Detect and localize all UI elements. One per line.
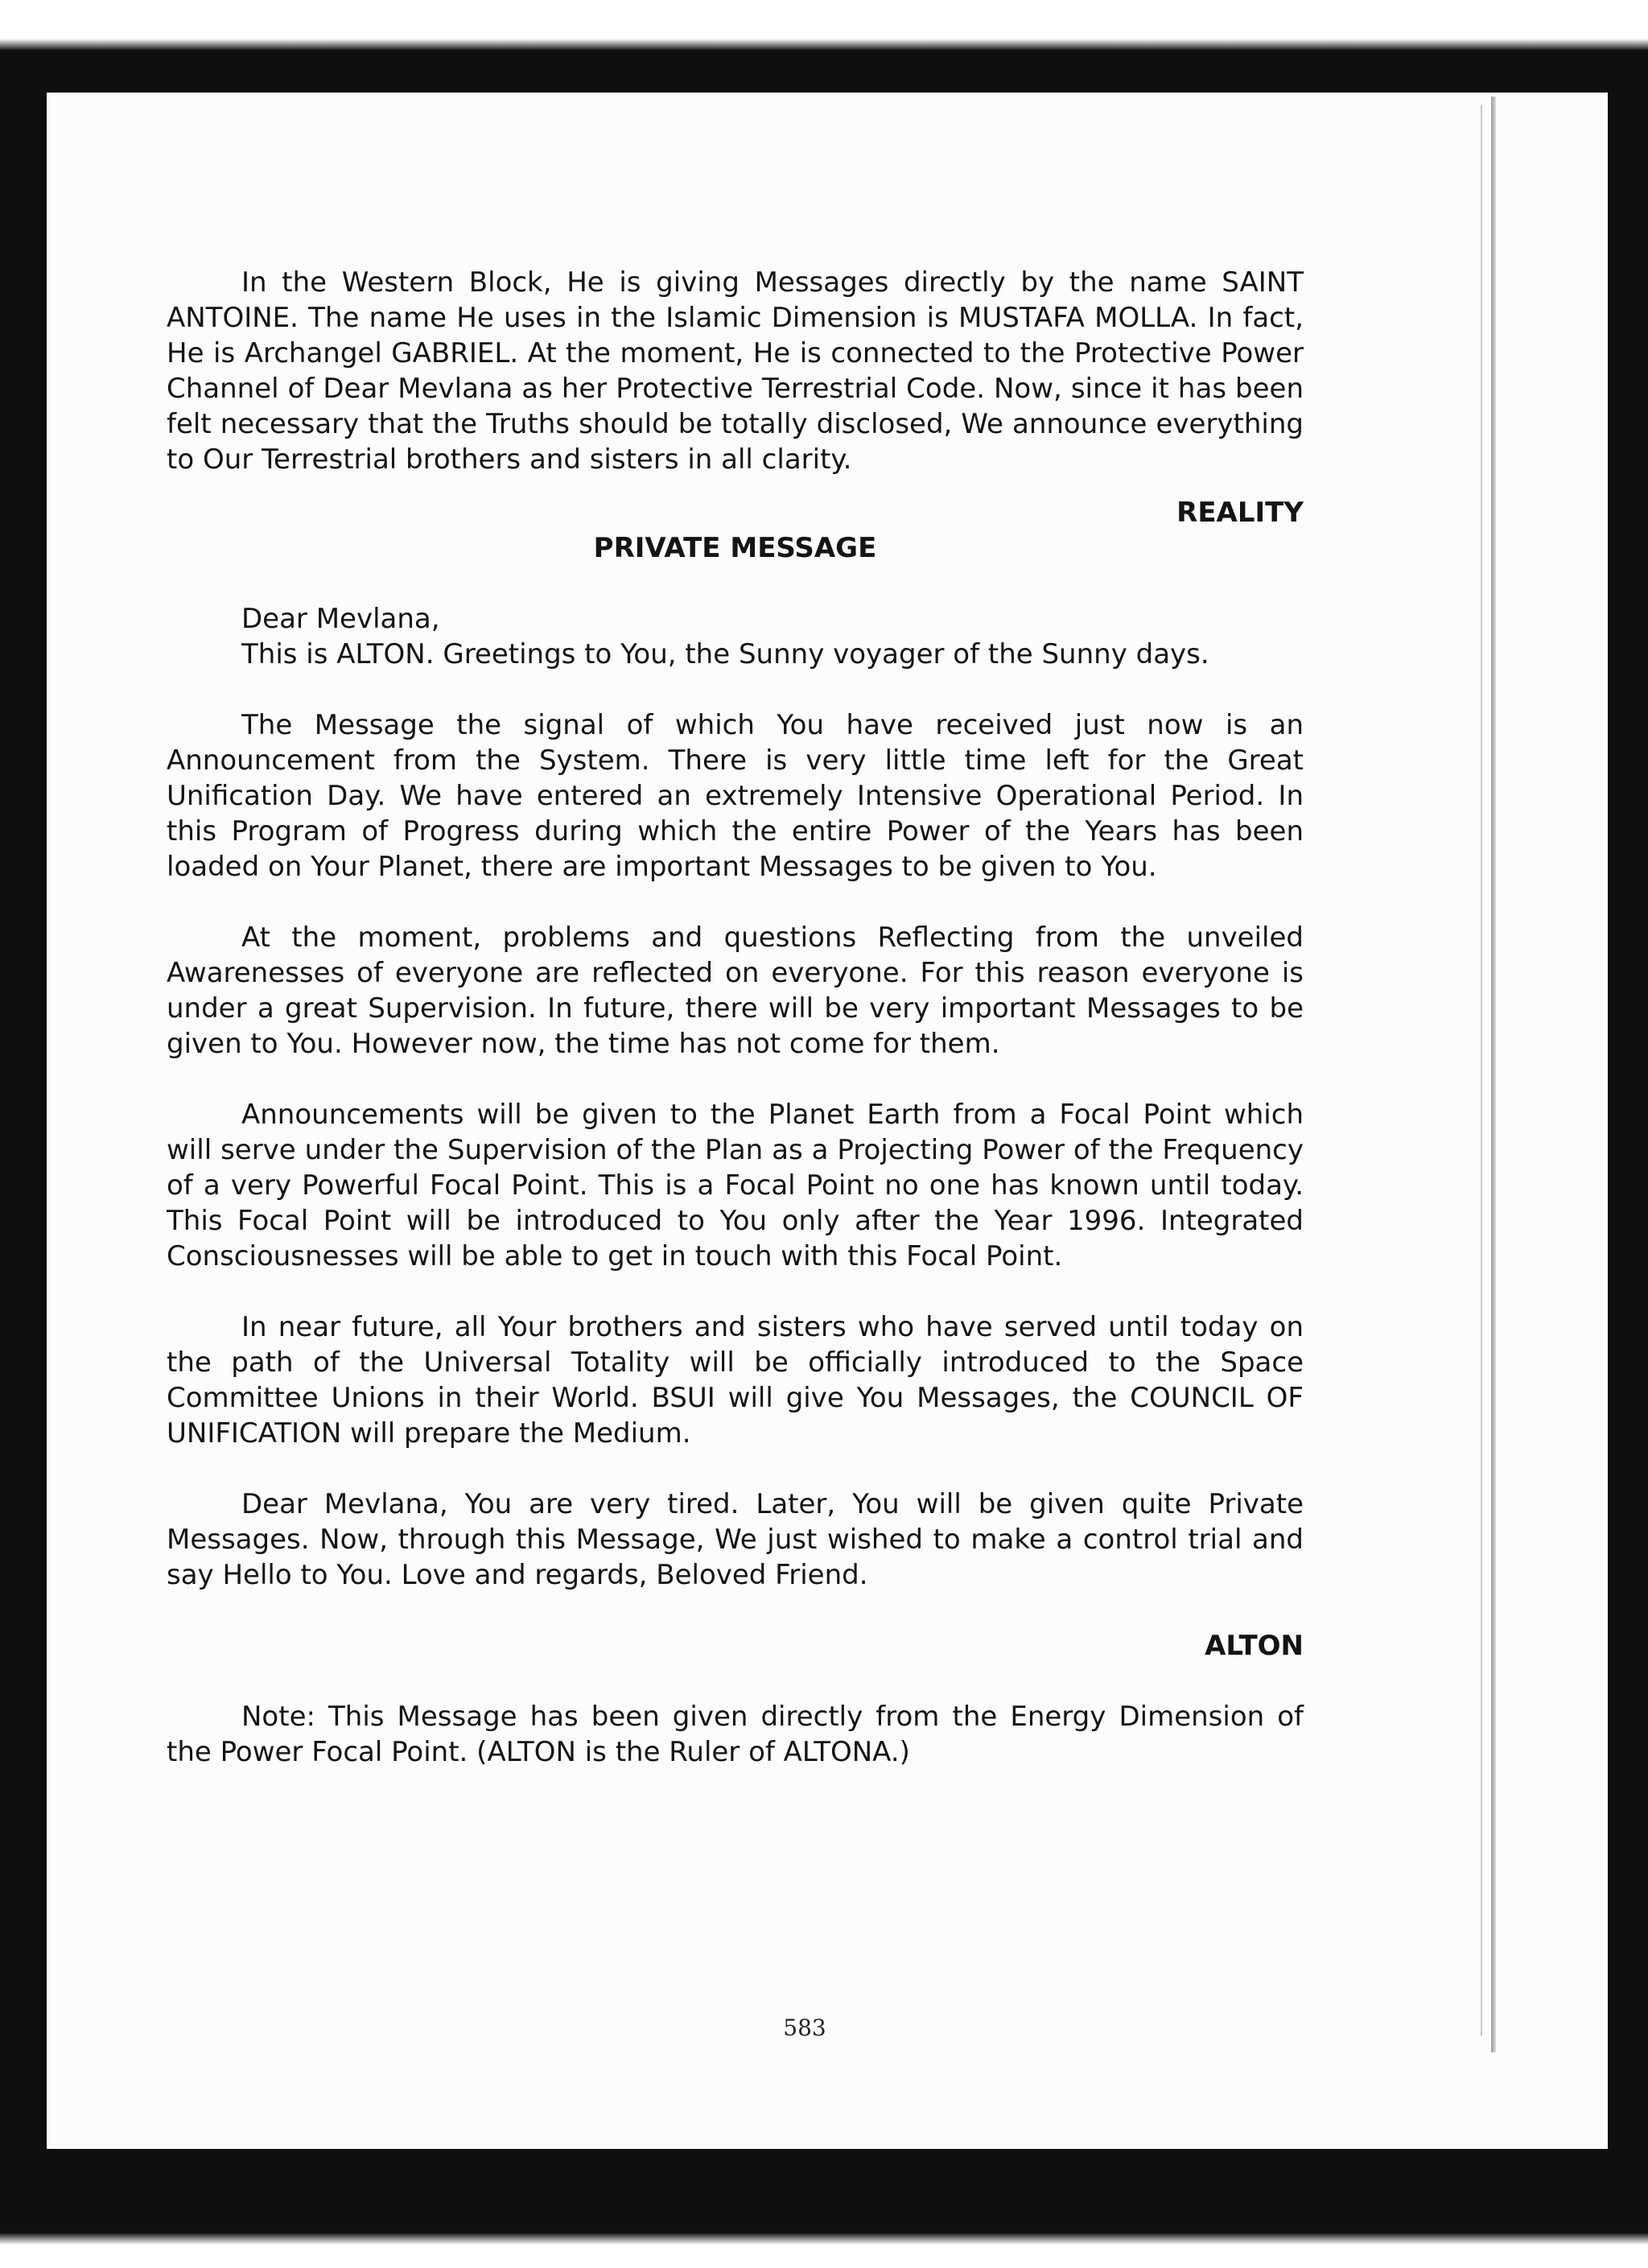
scan-top-margin — [0, 0, 1648, 50]
page-number: 583 — [783, 2014, 826, 2041]
message-paragraph-4: In near future, all Your brothers and sisters who have served until today on the path of the Universal Totality will be officially introduced to the Space Committee Unions in their World. BSUI will give You Messages, the COUNCIL OF UNIFICATION will prepare the Medium. — [167, 1311, 1304, 1449]
intro-paragraph: In the Western Block, He is giving Messages directly by the name SAINT ANTOINE. The name He uses in the Islamic Dimension is MUSTAFA MOLLA. In fact, He is Archangel GABRIEL. At the moment, He is connected to the Protective Power Channel of Dear Mevlana as her Protective Terrestrial Code. Now, since it has been felt necessary that the Truths should be totally disclosed, We announce everything to Our Terrestrial brothers and sisters in all clarity. — [167, 266, 1304, 476]
note-paragraph: Note: This Message has been given directly from the Energy Dimension of the Power Focal Point. (ALTON is the Ruler of ALTONA.) — [167, 1701, 1304, 1768]
salutation: Dear Mevlana, — [241, 603, 440, 635]
reality-heading: REALITY — [1176, 497, 1304, 529]
page-text-body — [167, 265, 1304, 1770]
signature-alton: ALTON — [1205, 1630, 1304, 1662]
private-message-heading: PRIVATE MESSAGE — [593, 532, 877, 564]
message-paragraph-2: At the moment, problems and questions Reflecting from the unveiled Awarenesses of everyone are reflected on everyone. For this reason everyone is under a great Supervision. In future, there will be very important Messages to be given to You. However now, the time has not come for them. — [167, 922, 1304, 1060]
message-paragraph-3: Announcements will be given to the Planet Earth from a Focal Point which will serve under the Supervision of the Plan as a Projecting Power of the Frequency of a very Powerful Focal Point. This is a Focal Point no one has known until today. This Focal Point will be introduced to You only after the Year 1996. Integrated Consciousnesses will be able to get in touch with this Focal Point. — [167, 1099, 1304, 1272]
message-paragraph-5: Dear Mevlana, You are very tired. Later, You will be given quite Private Messages. Now, through this Message, We just wished to make a control trial and say Hello to You. Love and regards, Beloved Friend. — [167, 1488, 1304, 1591]
scan-bottom-margin — [0, 2233, 1648, 2268]
page-edge-line — [1481, 105, 1482, 2036]
message-paragraph-1: The Message the signal of which You have received just now is an Announcement from the System. There is very little time left for the Great Unification Day. We have entered an extremely Intensive Operational Period. In this Program of Progress during which the entire Power of the Years has been loaded on Your Planet, there are important Messages to be given to You. — [167, 709, 1304, 883]
greeting-line: This is ALTON. Greetings to You, the Sunny voyager of the Sunny days. — [241, 638, 1209, 670]
page-edge-shadow — [1491, 97, 1496, 2052]
